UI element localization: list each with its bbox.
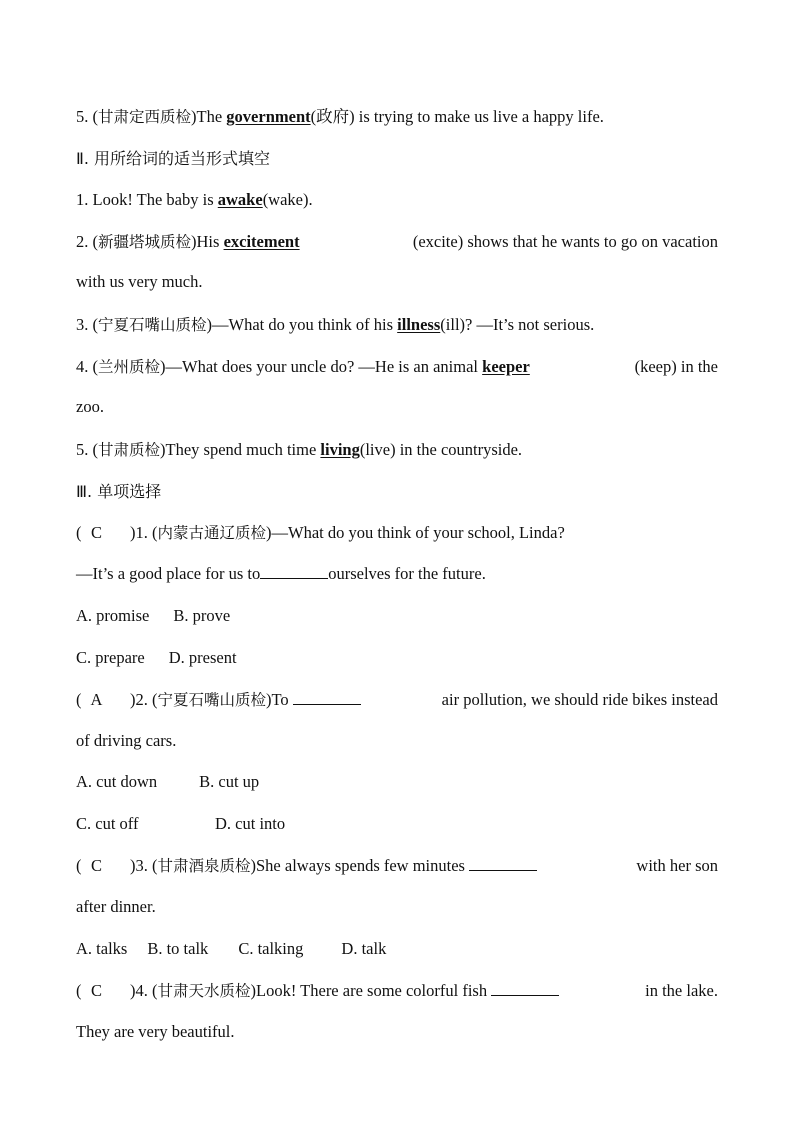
option-b[interactable]: B. to talk <box>147 939 209 958</box>
choice-question-3-cont: after dinner. <box>76 897 156 916</box>
question-source: 甘肃质检 <box>98 441 161 459</box>
answer-blank <box>491 981 559 996</box>
option-d[interactable]: D. present <box>168 648 237 667</box>
answer-blank <box>293 690 361 705</box>
section-2-question-3: 3. (宁夏石嘴山质检)—What do you think of his illness(ill)? —It’s not serious. <box>76 315 595 334</box>
choice-question-4-cont: They are very beautiful. <box>76 1022 235 1041</box>
section-2-question-2: 2. (新疆塔城质检)His excitement (excite) shows that he wants to go on vacation <box>76 232 718 251</box>
answer-word: excitement <box>223 232 300 251</box>
section-3-title: Ⅲ. 单项选择 <box>76 482 162 501</box>
choice-question-2-options-cd <box>76 813 718 835</box>
option-a[interactable]: A. cut down <box>76 772 158 791</box>
option-c[interactable]: C. talking <box>238 939 304 958</box>
answer-bracket: ( C <box>76 980 130 1002</box>
question-source: 甘肃定西质检 <box>98 108 192 126</box>
answer-word: living <box>320 440 360 459</box>
section-2-question-1: 1. Look! The baby is awake(wake). <box>76 190 313 209</box>
section-2-question-2-cont: with us very much. <box>76 272 203 291</box>
choice-question-1-line2: —It’s a good place for us to ourselves for the future. <box>76 564 486 583</box>
choice-question-3-options <box>76 938 718 960</box>
section-2-question-4-cont: zoo. <box>76 397 104 416</box>
option-d[interactable]: D. cut into <box>215 814 286 833</box>
question-source: 内蒙古通辽质检 <box>157 524 267 542</box>
answer-bracket: ( A <box>76 689 130 711</box>
answer-word: government <box>226 107 311 126</box>
choice-question-4: ( C )4. (甘肃天水质检)Look! There are some colorful fish in the lake. <box>76 981 718 1000</box>
option-d[interactable]: D. talk <box>341 939 387 958</box>
choice-question-1-options-ab <box>76 605 718 627</box>
choice-question-3: ( C )3. (甘肃酒泉质检)She always spends few minutes with her son <box>76 856 718 875</box>
answer-bracket: ( C <box>76 855 130 877</box>
question-source: 兰州质检 <box>98 358 161 376</box>
answer-letter: C <box>90 523 102 542</box>
choice-question-1: ( C )1. (内蒙古通辽质检)—What do you think of your school, Linda? <box>76 523 565 542</box>
section-2-question-4: 4. (兰州质检)—What does your uncle do? —He is an animal keeper (keep) in the <box>76 357 718 376</box>
answer-letter: C <box>90 981 102 1000</box>
answer-blank <box>469 856 537 871</box>
answer-letter: A <box>90 690 103 709</box>
question-source: 宁夏石嘴山质检 <box>157 691 267 709</box>
choice-question-2-options-ab <box>76 771 718 793</box>
answer-word: illness <box>397 315 441 334</box>
answer-word: awake <box>217 190 263 209</box>
section-2-title: Ⅱ. 用所给词的适当形式填空 <box>76 149 271 168</box>
option-c[interactable]: C. prepare <box>76 648 145 667</box>
option-b[interactable]: B. prove <box>173 606 231 625</box>
option-a[interactable]: A. talks <box>76 939 128 958</box>
fill-question-5-top: 5. (甘肃定西质检)The government(政府) is trying to make us live a happy life. <box>76 107 604 126</box>
section-2-question-5: 5. (甘肃质检)They spend much time living(live) in the countryside. <box>76 440 523 459</box>
question-source: 甘肃酒泉质检 <box>157 857 251 875</box>
question-source: 新疆塔城质检 <box>98 233 192 251</box>
choice-question-2: ( A )2. (宁夏石嘴山质检)To air pollution, we should ride bikes instead <box>76 690 718 709</box>
answer-word: keeper <box>482 357 530 376</box>
question-source: 甘肃天水质检 <box>157 982 251 1000</box>
answer-bracket: ( C <box>76 522 130 544</box>
option-c[interactable]: C. cut off <box>76 814 139 833</box>
answer-letter: C <box>90 856 102 875</box>
option-b[interactable]: B. cut up <box>199 772 260 791</box>
choice-question-1-options-cd <box>76 647 718 669</box>
option-a[interactable]: A. promise <box>76 606 150 625</box>
answer-blank <box>260 564 328 579</box>
question-source: 宁夏石嘴山质检 <box>98 316 207 334</box>
choice-question-2-cont: of driving cars. <box>76 731 177 750</box>
